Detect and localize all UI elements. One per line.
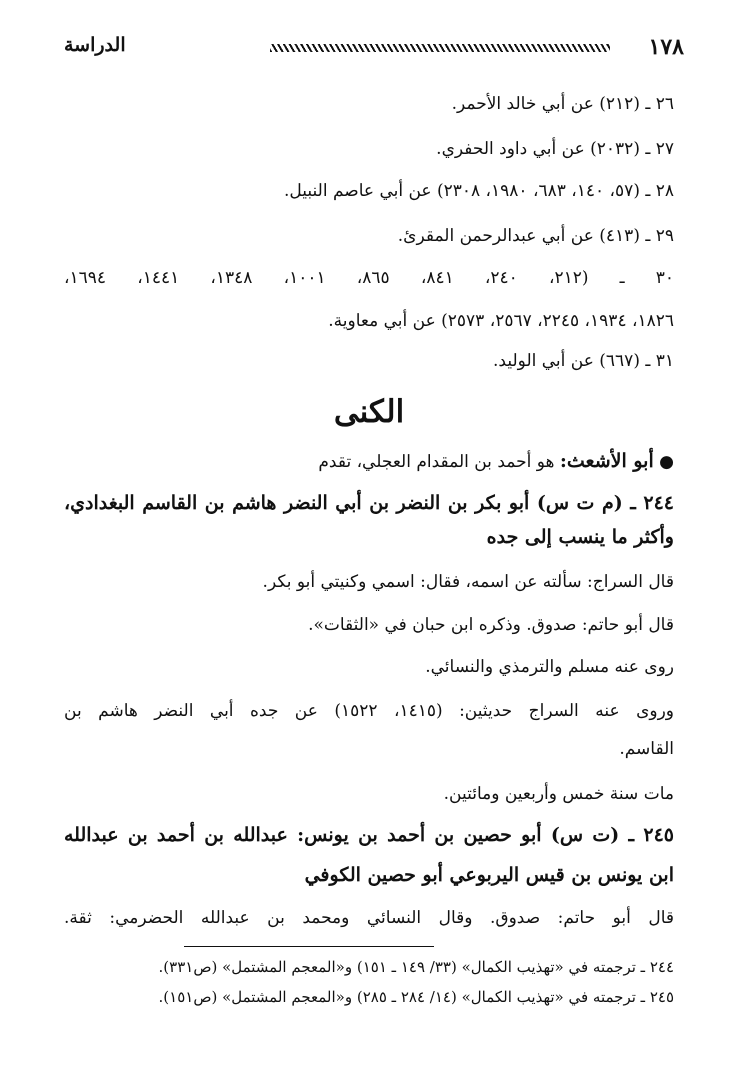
footnote: ٢٤٤ ـ ترجمته في «تهذيب الكمال» (٣٣/ ١٤٩ ـ ١٥١) و«المعجم المشتمل» (ص٣٣١). (158, 958, 674, 976)
list-item: ٢٧ ـ (٢٠٣٢) عن أبي داود الحفري. (436, 139, 674, 159)
entry-title: ٢٤٥ ـ (ت س) أبو حصين بن أحمد بن يونس: عبدالله بن أحمد بن عبدالله (64, 824, 674, 846)
entry-paragraph: قال السراج: سألته عن اسمه، فقال: اسمي وكنيتي أبو بكر. (262, 572, 674, 592)
list-item: ٢٨ ـ (٥٧، ١٤٠، ٦٨٣، ١٩٨٠، ٢٣٠٨) عن أبي عاصم النبيل. (284, 181, 674, 201)
entry-title-continuation: ابن يونس بن قيس اليربوعي أبو حصين الكوفي (304, 864, 674, 886)
entry-paragraph: مات سنة خمس وأربعين ومائتين. (443, 784, 674, 804)
page-number: ١٧٨ (648, 34, 684, 60)
entry-paragraph-continuation: القاسم. (619, 739, 674, 759)
cross-reference-entry (318, 452, 674, 471)
section-heading: الكنى (333, 394, 405, 430)
entry-name: أبو الأشعث: (559, 450, 654, 472)
footnote: ٢٤٥ ـ ترجمته في «تهذيب الكمال» (١٤/ ٢٨٤ ـ ٢٨٥) و«المعجم المشتمل» (ص١٥١). (158, 988, 674, 1006)
list-item: ٣٠ ـ (٢١٢، ٢٤٠، ٨٤١، ٨٦٥، ١٠٠١، ١٣٤٨، ١٤٤١، ١٦٩٤، (64, 268, 675, 288)
running-title: الدراسة (64, 34, 126, 56)
entry-paragraph: روى عنه مسلم والترمذي والنسائي. (425, 657, 674, 677)
list-item: ٢٩ ـ (٤١٣) عن أبي عبدالرحمن المقرئ. (397, 226, 674, 246)
entry-paragraph: قال أبو حاتم: صدوق. وذكره ابن حبان في «الثقات». (308, 615, 674, 635)
list-item: ٣١ ـ (٦٦٧) عن أبي الوليد. (493, 351, 674, 371)
entry-paragraph: قال أبو حاتم: صدوق. وقال النسائي ومحمد بن عبدالله الحضرمي: ثقة. (64, 908, 674, 928)
entry-title-continuation: وأكثر ما ينسب إلى جده (486, 526, 674, 548)
page-header (64, 30, 684, 60)
header-rule (270, 44, 610, 52)
list-item-continuation: ١٨٢٦، ١٩٣٤، ٢٢٤٥، ٢٥٦٧، ٢٥٧٣) عن أبي معاوية. (328, 311, 674, 331)
entry-title: ٢٤٤ ـ (م ت س) أبو بكر بن النضر بن أبي النضر هاشم بن القاسم البغدادي، (64, 492, 674, 514)
bullet-icon: ● (659, 452, 674, 472)
list-item: ٢٦ ـ (٢١٢) عن أبي خالد الأحمر. (451, 94, 674, 114)
entry-paragraph: وروى عنه السراج حديثين: (١٤١٥، ١٥٢٢) عن جده أبي النضر هاشم بن (64, 701, 675, 721)
footnote-rule (184, 946, 434, 947)
entry-text: هو أحمد بن المقدام العجلي، تقدم (318, 452, 560, 472)
